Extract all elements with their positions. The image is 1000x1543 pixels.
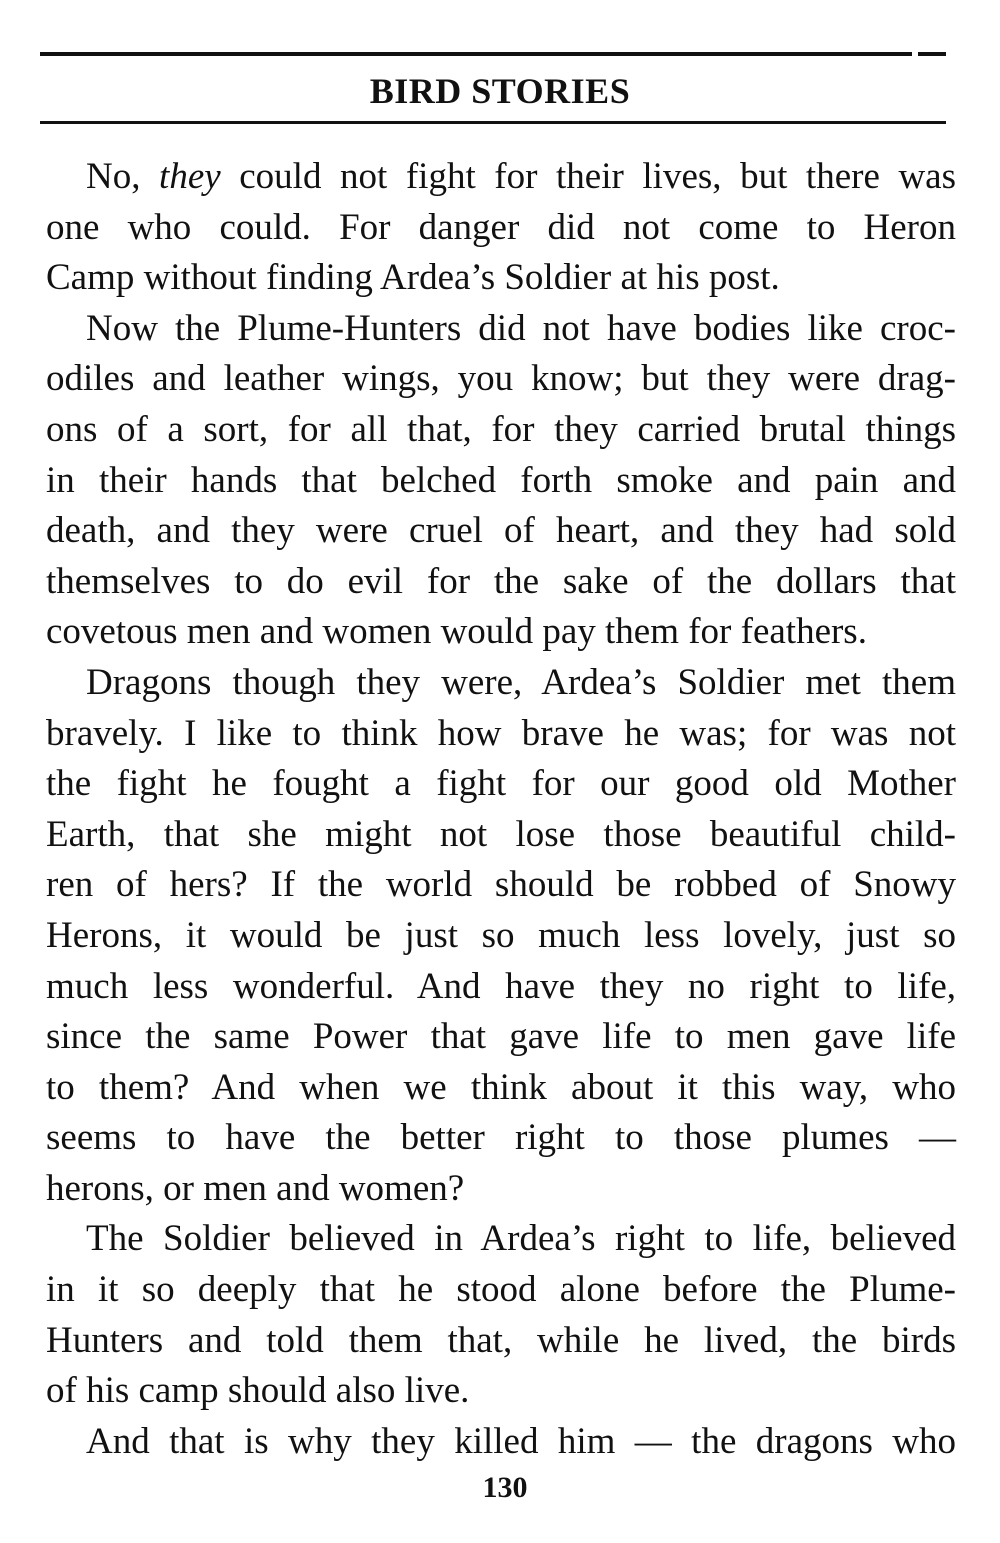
text-run: No, [86,156,160,197]
text-line: in their hands that belched forth smoke and pain and [46,459,956,501]
text-line: covetous men and women would pay them for feathers. [46,611,867,653]
text-line: since the same Power that gave life to men gave life [46,1016,956,1058]
text-line: Now the Plume-Hunters did not have bodies like croc- [86,307,956,349]
header-rule-bottom [40,121,946,124]
body-text [46,152,956,1467]
text-line: bravely. I like to think how brave he was; for was not [46,712,956,754]
paragraph [46,1417,956,1468]
text-line: themselves to do evil for the sake of the dollars that [46,560,956,602]
text-line: death, and they were cruel of heart, and they had sold [46,510,956,552]
paragraph [46,152,956,304]
text-line: to them? And when we think about it this way, who [46,1066,956,1108]
text-line: The Soldier believed in Ardea’s right to life, believed [86,1218,956,1260]
text-line: herons, or men and women? [46,1167,465,1209]
text-line: Hunters and told them that, while he lived, the birds [46,1319,956,1361]
text-line: Camp without finding Ardea’s Soldier at his post. [46,257,780,299]
text-line: ren of hers? If the world should be robbed of Snowy [46,864,956,906]
text-line [46,152,956,203]
text-line: And that is why they killed him — the dragons who [86,1420,956,1462]
text-line: Herons, it would be just so much less lovely, just so [46,914,956,956]
text-line: much less wonderful. And have they no right to life, [46,965,956,1007]
paragraph [46,304,956,658]
text-line: in it so deeply that he stood alone before the Plume- [46,1269,956,1311]
text-line: ons of a sort, for all that, for they carried brutal things [46,408,956,450]
text-line: Dragons though they were, Ardea’s Soldier met them [86,661,956,703]
header-rule-top [40,52,946,56]
text-run: could not fight for their lives, but there was [220,156,956,197]
text-line: one who could. For danger did not come to Heron [46,206,956,248]
paragraph [46,658,956,1215]
page-number: 130 [482,1471,528,1504]
text-line: odiles and leather wings, you know; but they were drag- [46,358,956,400]
paragraph [46,1214,956,1416]
running-head: BIRD STORIES [369,71,631,111]
text-line: the fight he fought a fight for our good old Mother [46,763,956,805]
text-line: seems to have the better right to those plumes — [46,1117,956,1159]
text-line: Earth, that she might not lose those beautiful child- [46,813,956,855]
italic-word: they [159,156,221,197]
text-line: of his camp should also live. [46,1370,470,1412]
header-rule-gap [912,52,918,56]
